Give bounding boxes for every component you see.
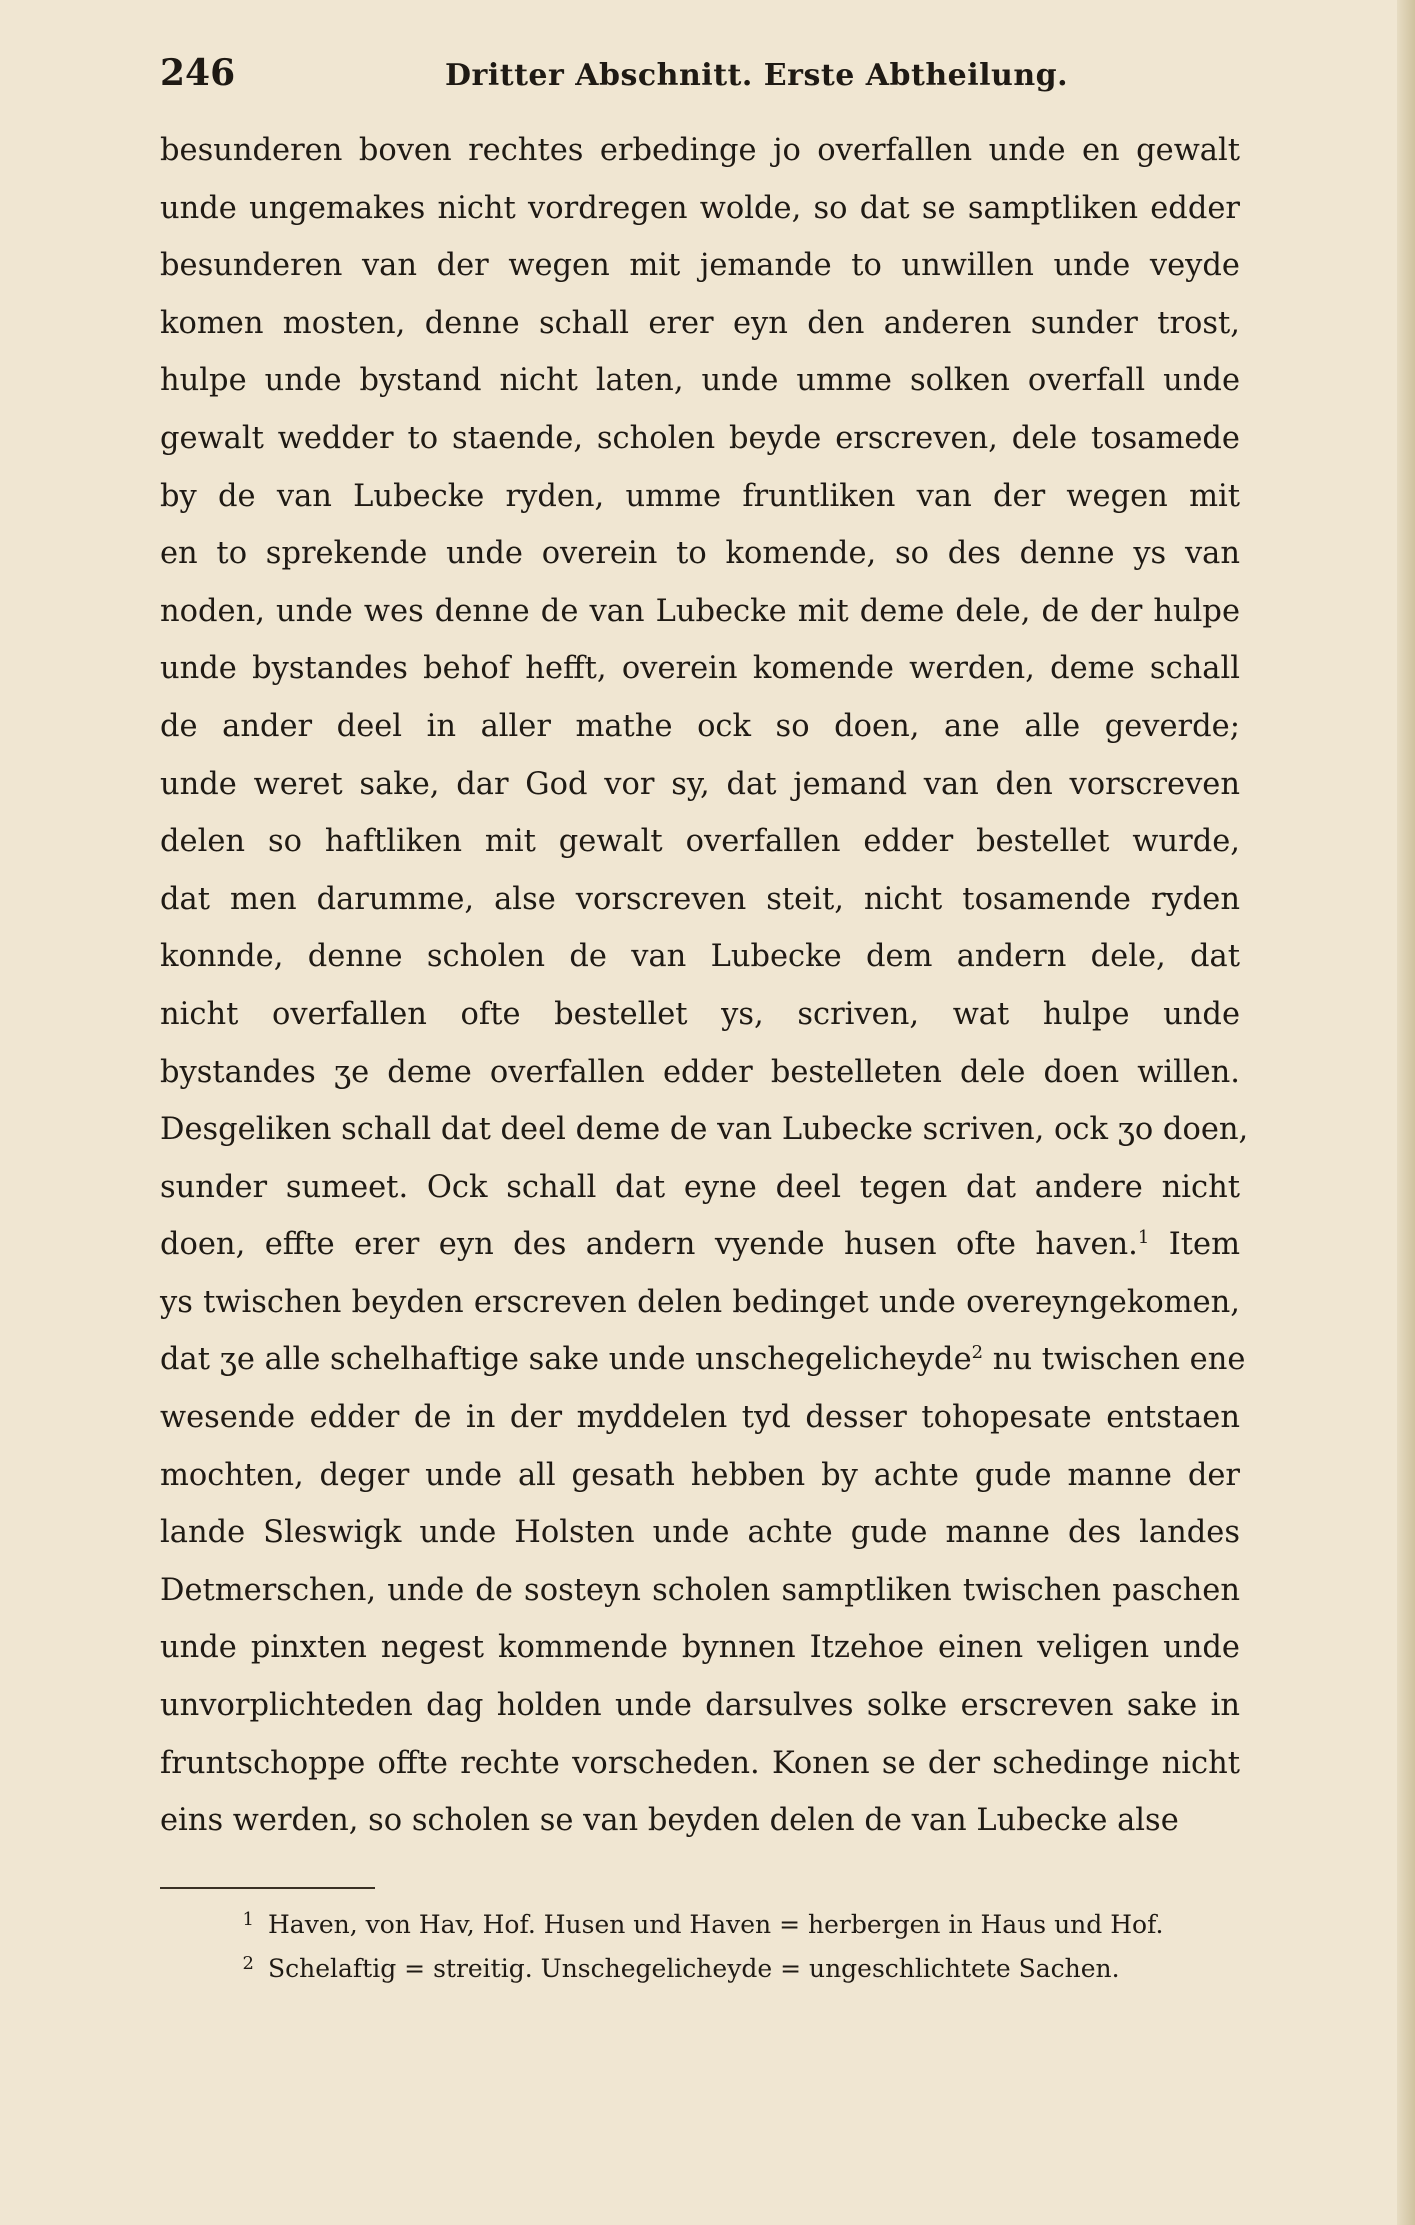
- page-number: 246: [160, 52, 236, 94]
- footnote-text: Schelaftig = streitig. Unschegelicheyde = ungeschlichtete Sachen.: [268, 1954, 1120, 1983]
- footnote-marker: 1: [242, 1909, 254, 1930]
- text-line: noden, unde wes denne de van Lubecke mit deme dele, de der hulpe: [160, 593, 1240, 629]
- line-text: doen, effte erer eyn des andern vyende husen ofte haven.: [160, 1227, 1138, 1263]
- text-line: delen so haftliken mit gewalt overfallen edder bestellet wurde,: [160, 824, 1240, 860]
- text-line: by de van Lubecke ryden, umme fruntliken van der wegen mit: [160, 478, 1240, 514]
- line-text: dat ʒe alle schelhaftige sake unde unschegelicheyde: [160, 1342, 972, 1378]
- footnotes: [160, 1906, 1240, 1994]
- text-line: komen mosten, denne schall erer eyn den anderen sunder trost,: [160, 305, 1240, 341]
- text-line: besunderen boven rechtes erbedinge jo overfallen unde en gewalt: [160, 133, 1240, 168]
- body-text: [160, 122, 1249, 1850]
- text-line: unde pinxten negest kommende bynnen Itzehoe einen veligen unde: [160, 1630, 1240, 1666]
- text-line: sunder sumeet. Ock schall dat eyne deel tegen dat andere nicht: [160, 1169, 1240, 1205]
- text-line: fruntschoppe offte rechte vorscheden. Konen se der schedinge nicht: [160, 1745, 1240, 1781]
- text-line: Desgeliken schall dat deel deme de van Lubecke scriven, ock ʒo doen,: [160, 1112, 1249, 1148]
- footnote-2: [160, 1950, 1240, 1988]
- line-tail: nu twischen ene: [992, 1342, 1246, 1378]
- text-line: wesende edder de in der myddelen tyd desser tohopesate entstaen: [160, 1400, 1240, 1436]
- text-line: besunderen van der wegen mit jemande to unwillen unde veyde: [160, 248, 1240, 284]
- text-line: eins werden, so scholen se van beyden delen de van Lubecke alse: [160, 1803, 1179, 1839]
- footnote-1: [160, 1906, 1240, 1944]
- page-edge-shadow: [1397, 0, 1415, 2225]
- text-line-with-footnote: [160, 1331, 1246, 1389]
- text-line: unde bystandes behof hefft, overein komende werden, deme schall: [160, 651, 1240, 687]
- text-line: unvorplichteden dag holden unde darsulves solke erscreven sake in: [160, 1688, 1240, 1724]
- line-tail: Item: [1168, 1227, 1240, 1263]
- footnote-separator: [160, 1887, 375, 1889]
- text-line: Detmerschen, unde de sosteyn scholen samptliken twischen paschen: [160, 1572, 1240, 1608]
- text-line: lande Sleswigk unde Holsten unde achte gude manne des landes: [160, 1515, 1240, 1551]
- footnote-ref-1[interactable]: 1: [1137, 1227, 1150, 1249]
- text-line: unde ungemakes nicht vordregen wolde, so dat se samptliken edder: [160, 190, 1240, 226]
- text-line: dat men darumme, alse vorscreven steit, nicht tosamende ryden: [160, 881, 1240, 917]
- text-line: de ander deel in aller mathe ock so doen, ane alle geverde;: [160, 708, 1240, 744]
- footnote-text: Haven, von Hav, Hof. Husen und Haven = herbergen in Haus und Hof.: [268, 1910, 1164, 1939]
- text-line: ys twischen beyden erscreven delen bedinget unde overeyngekomen,: [160, 1284, 1240, 1320]
- running-head-title: Dritter Abschnitt. Erste Abtheilung.: [445, 58, 1069, 93]
- text-line: konnde, denne scholen de van Lubecke dem andern dele, dat: [160, 939, 1240, 975]
- text-line: gewalt wedder to staende, scholen beyde erscreven, dele tosamede: [160, 420, 1240, 456]
- text-line: mochten, deger unde all gesath hebben by achte gude manne der: [160, 1457, 1240, 1493]
- text-line: hulpe unde bystand nicht laten, unde umme solken overfall unde: [160, 363, 1240, 399]
- text-line: bystandes ʒe deme overfallen edder bestelleten dele doen willen.: [160, 1054, 1240, 1090]
- text-line-with-footnote: [160, 1216, 1240, 1274]
- text-line: unde weret sake, dar God vor sy, dat jemand van den vorscreven: [160, 766, 1240, 802]
- footnote-ref-2[interactable]: 2: [971, 1342, 984, 1364]
- text-line: nicht overfallen ofte bestellet ys, scriven, wat hulpe unde: [160, 996, 1240, 1032]
- running-head: [160, 52, 1240, 100]
- footnote-marker: 2: [242, 1953, 254, 1974]
- text-line: en to sprekende unde overein to komende, so des denne ys van: [160, 536, 1240, 572]
